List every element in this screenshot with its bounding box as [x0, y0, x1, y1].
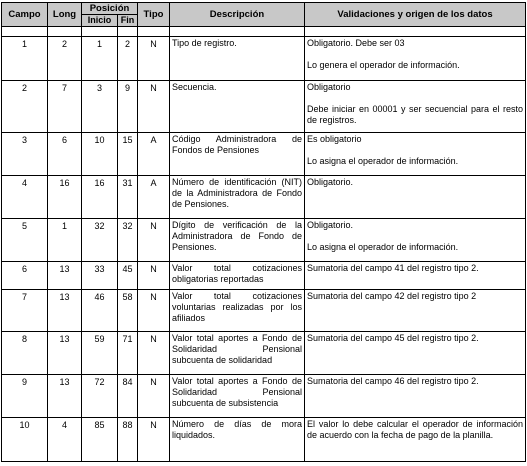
field-fin: 45 [118, 262, 138, 290]
field-campo: 7 [2, 290, 48, 332]
field-descripcion: Secuencia. [170, 81, 305, 133]
field-fin: 9 [118, 81, 138, 133]
field-long: 1 [48, 219, 82, 262]
field-tipo: N [138, 375, 170, 418]
field-validaciones: Obligatorio. [305, 176, 526, 219]
table-row [2, 37, 526, 81]
field-inicio: 59 [82, 332, 118, 375]
field-descripcion: Número de identificación (NIT) de la Administradora de Fondo de Pensiones. [170, 176, 305, 219]
field-tipo: N [138, 290, 170, 332]
table-row [2, 81, 526, 133]
field-descripcion: Valor total aportes a Fondo de Solidaridad Pensional subcuenta de solidaridad [170, 332, 305, 375]
field-descripcion: Dígito de verificación de la Administradora de Fondo de Pensiones. [170, 219, 305, 262]
field-tipo: N [138, 262, 170, 290]
field-campo: 9 [2, 375, 48, 418]
field-inicio: 85 [82, 418, 118, 462]
field-inicio: 16 [82, 176, 118, 219]
field-inicio: 1 [82, 37, 118, 81]
header-long: Long [48, 3, 82, 27]
field-tipo: N [138, 332, 170, 375]
field-descripcion: Valor total aportes a Fondo de Solidaridad Pensional subcuenta de subsistencia [170, 375, 305, 418]
field-tipo: N [138, 37, 170, 81]
field-long: 6 [48, 133, 82, 176]
field-fin: 58 [118, 290, 138, 332]
field-long: 4 [48, 418, 82, 462]
table-row [2, 290, 526, 332]
field-campo: 8 [2, 332, 48, 375]
field-inicio: 72 [82, 375, 118, 418]
field-inicio: 33 [82, 262, 118, 290]
field-fin: 31 [118, 176, 138, 219]
field-validaciones: Sumatoria del campo 45 del registro tipo 2. [305, 332, 526, 375]
header-posicion: Posición [82, 3, 138, 15]
field-long: 13 [48, 290, 82, 332]
field-fin: 84 [118, 375, 138, 418]
field-campo: 5 [2, 219, 48, 262]
field-validaciones: Sumatoria del campo 41 del registro tipo 2. [305, 262, 526, 290]
field-descripcion: Tipo de registro. [170, 37, 305, 81]
field-descripcion: Código Administradora de Fondos de Pensiones [170, 133, 305, 176]
field-long: 13 [48, 332, 82, 375]
field-validaciones: Sumatoria del campo 46 del registro tipo 2. [305, 375, 526, 418]
field-descripcion: Valor total cotizaciones voluntarias realizadas por los afiliados [170, 290, 305, 332]
field-long: 7 [48, 81, 82, 133]
field-campo: 2 [2, 81, 48, 133]
field-validaciones: El valor lo debe calcular el operador de información de acuerdo con la fecha de pago de la planilla. [305, 418, 526, 462]
header-campo: Campo [2, 3, 48, 27]
field-fin: 71 [118, 332, 138, 375]
field-inicio: 46 [82, 290, 118, 332]
field-validaciones: Obligatorio. Debe ser 03 Lo genera el operador de información. [305, 37, 526, 81]
field-tipo: A [138, 133, 170, 176]
field-fin: 88 [118, 418, 138, 462]
field-tipo: N [138, 81, 170, 133]
field-inicio: 10 [82, 133, 118, 176]
field-tipo: A [138, 176, 170, 219]
table-row [2, 262, 526, 290]
header-inicio: Inicio [82, 15, 118, 27]
field-long: 13 [48, 262, 82, 290]
field-descripcion: Valor total cotizaciones obligatorias reportadas [170, 262, 305, 290]
field-inicio: 3 [82, 81, 118, 133]
field-campo: 1 [2, 37, 48, 81]
field-campo: 10 [2, 418, 48, 462]
header-tipo: Tipo [138, 3, 170, 27]
table-row [2, 176, 526, 219]
table-row [2, 219, 526, 262]
header-validaciones: Validaciones y origen de los datos [305, 3, 526, 27]
field-campo: 4 [2, 176, 48, 219]
field-long: 2 [48, 37, 82, 81]
table-row [2, 332, 526, 375]
header-row [2, 3, 526, 15]
field-descripcion: Número de días de mora liquidados. [170, 418, 305, 462]
spacer-row [2, 27, 526, 37]
field-fin: 32 [118, 219, 138, 262]
field-tipo: N [138, 219, 170, 262]
table-row [2, 133, 526, 176]
header-fin: Fin [118, 15, 138, 27]
table-row [2, 375, 526, 418]
field-long: 13 [48, 375, 82, 418]
field-validaciones: Es obligatorio Lo asigna el operador de información. [305, 133, 526, 176]
field-fin: 2 [118, 37, 138, 81]
field-inicio: 32 [82, 219, 118, 262]
field-validaciones: Obligatorio Debe iniciar en 00001 y ser secuencial para el resto de registros. [305, 81, 526, 133]
field-validaciones: Obligatorio. Lo asigna el operador de información. [305, 219, 526, 262]
field-long: 16 [48, 176, 82, 219]
table-row [2, 418, 526, 462]
field-campo: 6 [2, 262, 48, 290]
field-fin: 15 [118, 133, 138, 176]
field-tipo: N [138, 418, 170, 462]
field-campo: 3 [2, 133, 48, 176]
fields-table [1, 2, 526, 462]
header-descripcion: Descripción [170, 3, 305, 27]
field-validaciones: Sumatoria del campo 42 del registro tipo 2 [305, 290, 526, 332]
